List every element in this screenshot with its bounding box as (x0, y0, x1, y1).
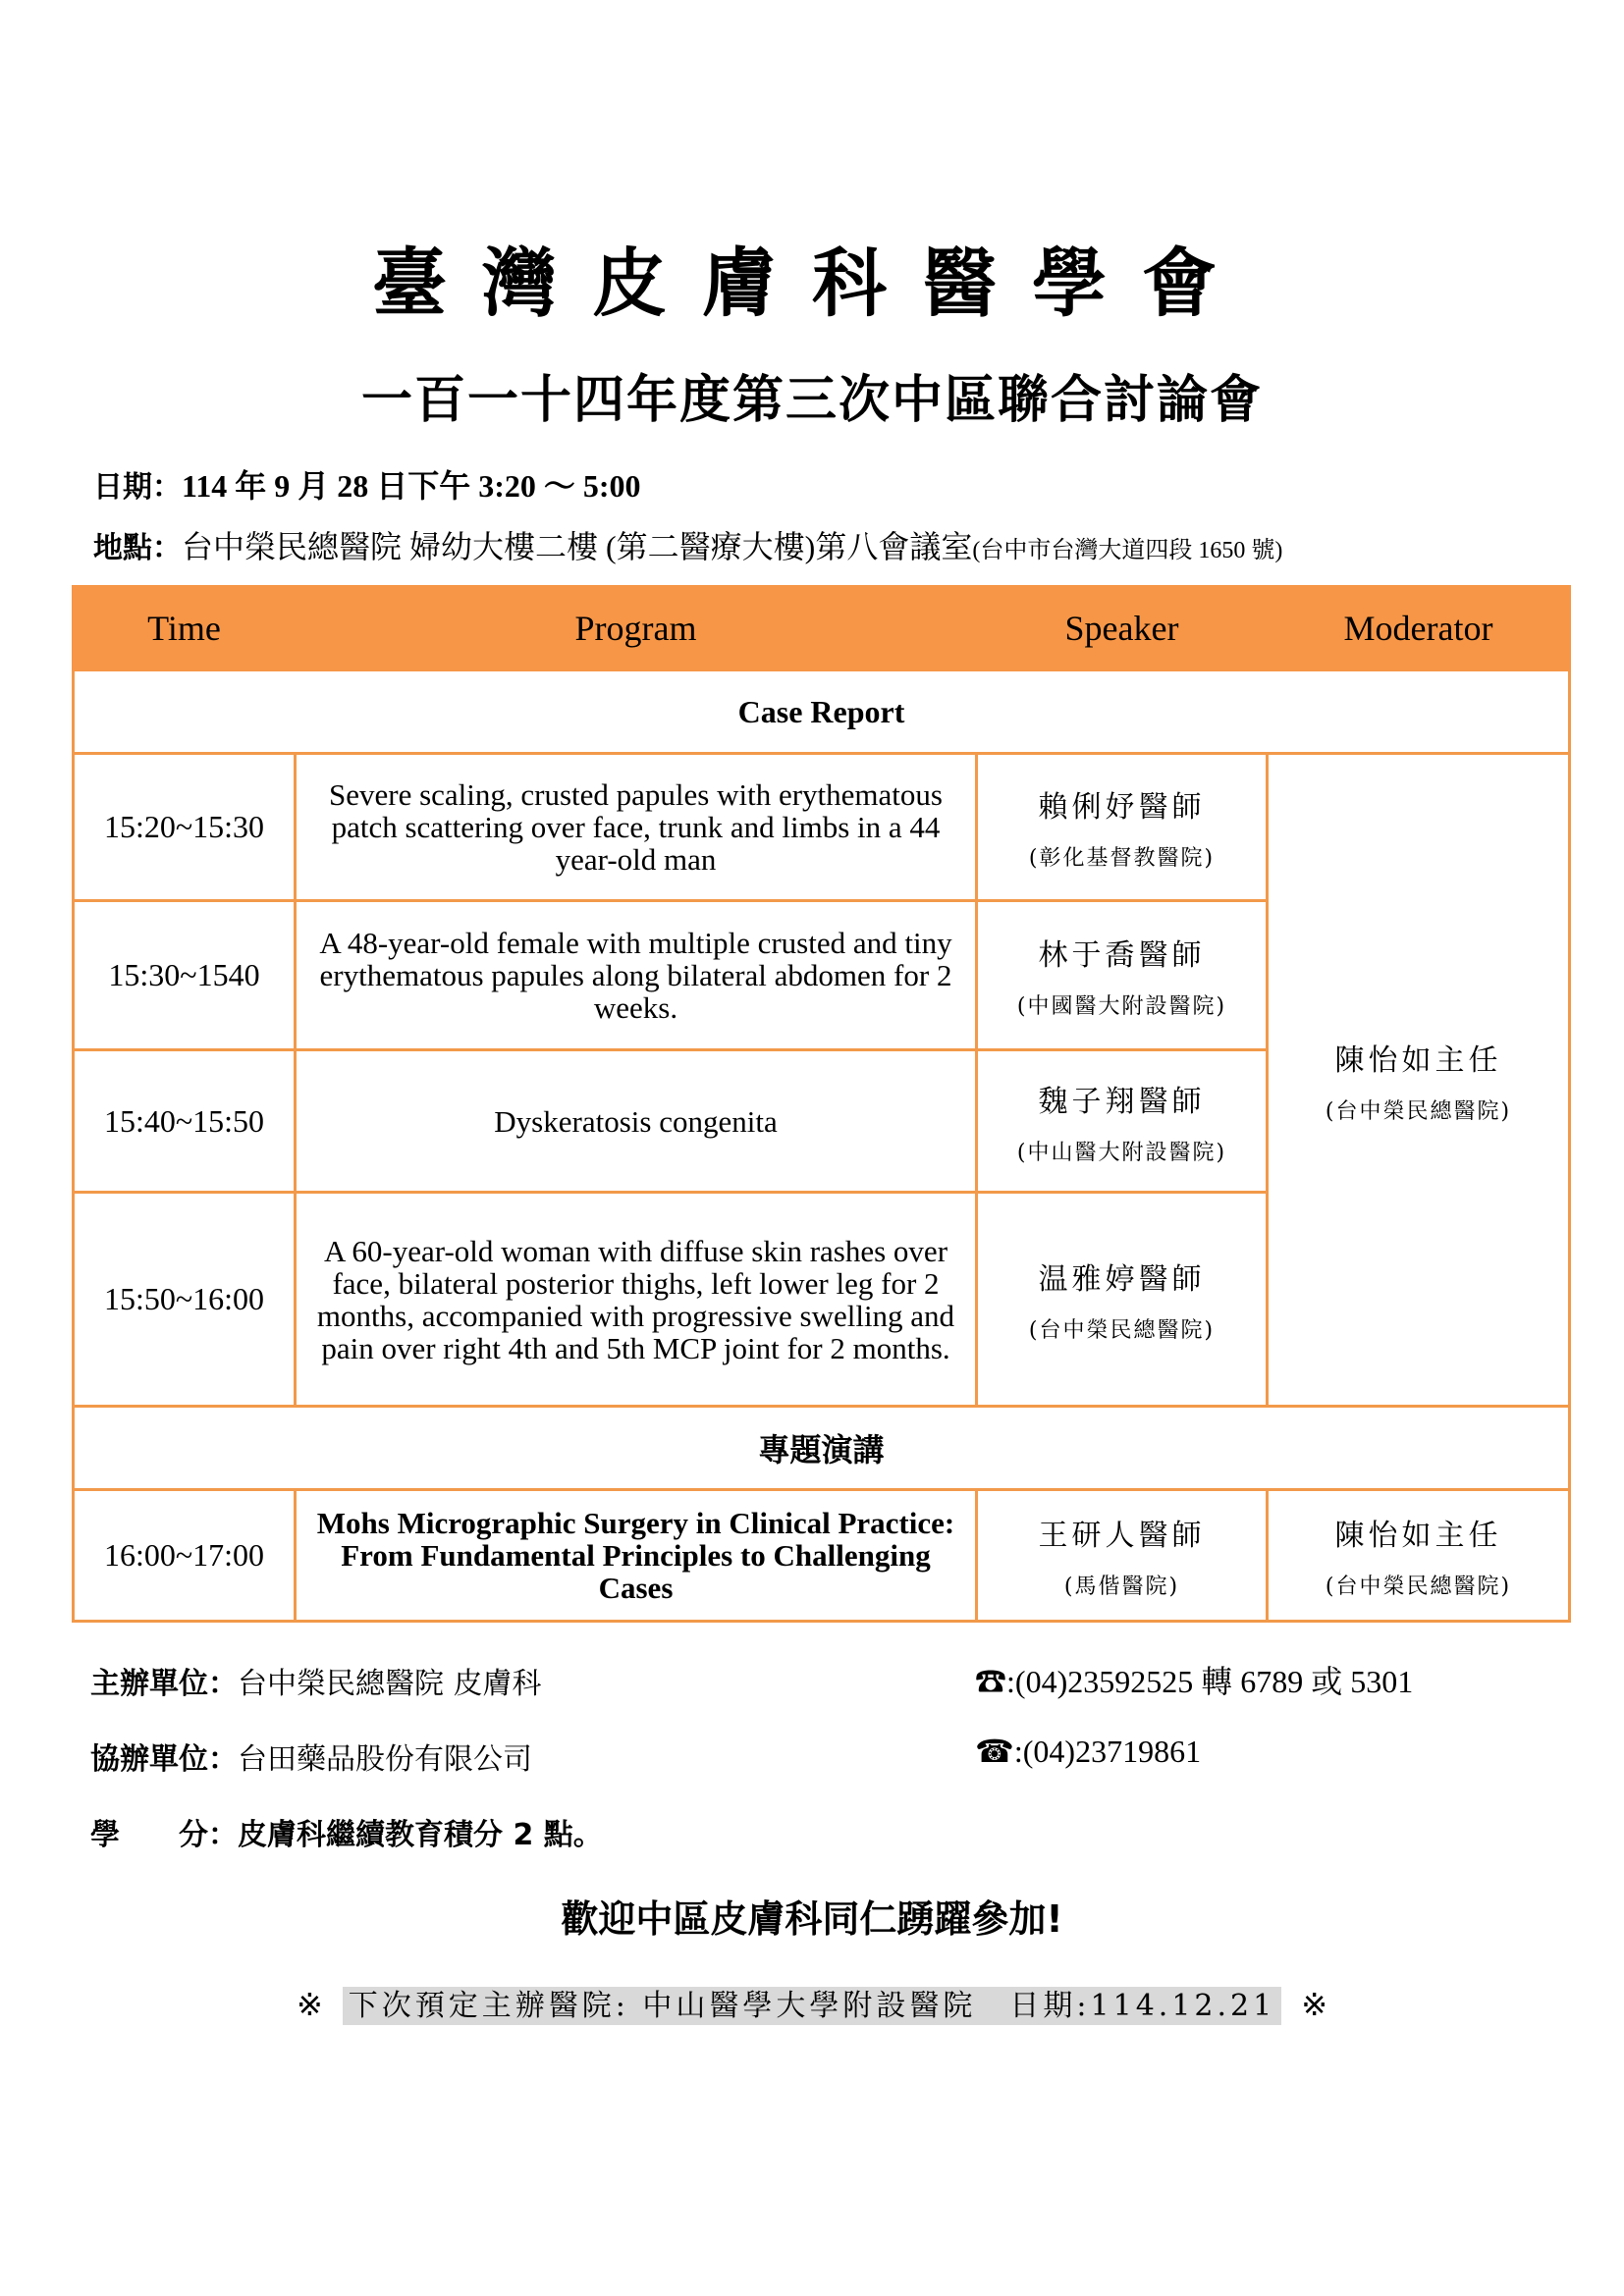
moderator-affiliation: (台中榮民總醫院) (1325, 1575, 1512, 1599)
col-program: Program (296, 587, 977, 670)
venue-address: (台中市台灣大道四段 1650 號) (972, 538, 1283, 563)
co-organizer-value: 台田藥品股份有限公司 (238, 1742, 532, 1777)
date-value: 114 年 9 月 28 日下午 3:20 ～ 5:00 (182, 468, 641, 504)
welcome-message: 歡迎中區皮膚科同仁踴躍參加! (561, 1897, 1063, 1941)
organizer-phone (975, 1657, 1413, 1702)
reference-mark-icon: ※ (296, 1987, 323, 2022)
row-moderator (1268, 1490, 1570, 1622)
next-host-info: 下次預定主辦醫院: 中山醫學大學附設醫院 日期:114.12.21 (343, 1987, 1281, 2025)
speaker-affiliation: (台中榮民總醫院) (1028, 1318, 1216, 1343)
credits (90, 1810, 603, 1853)
row-speaker (977, 754, 1268, 901)
co-organizer-phone (975, 1733, 1201, 1770)
organizer-value: 台中榮民總醫院 皮膚科 (238, 1667, 542, 1701)
row-program: A 48-year-old female with multiple crusted and tiny erythematous papules along bilateral abdomen for 2 weeks. (296, 901, 977, 1050)
co-organizer-phone-number: :(04)23719861 (1013, 1734, 1202, 1769)
speaker-affiliation: (彰化基督教醫院) (1028, 846, 1216, 871)
co-organizer-label: 協辦單位： (90, 1742, 238, 1777)
row-speaker (977, 1490, 1268, 1622)
program-table (72, 585, 1571, 1623)
row-program: Dyskeratosis congenita (296, 1050, 977, 1193)
venue-label: 地點： (93, 531, 182, 565)
section-case-report: Case Report (74, 670, 1570, 754)
moderator-name: 陳怡如主任 (1334, 1519, 1502, 1553)
moderator-affiliation: (台中榮民總醫院) (1325, 1098, 1512, 1124)
row-moderator (1268, 754, 1570, 1407)
organizer-label: 主辦單位： (90, 1667, 238, 1701)
event-date (93, 461, 641, 507)
row-program: A 60-year-old woman with diffuse skin rashes over face, bilateral posterior thighs, left lower leg for 2 months, accompanied with progressive swelling and pain over right 4th and 5th MCP joint for 2 months. (296, 1193, 977, 1407)
speaker-name: 賴俐妤醫師 (1038, 790, 1206, 825)
row-speaker (977, 1193, 1268, 1407)
next-meeting (0, 1981, 1624, 2024)
table-row (74, 754, 1570, 901)
col-time: Time (74, 587, 296, 670)
speaker-affiliation: (中國醫大附設醫院) (1016, 994, 1227, 1019)
speaker-affiliation: (馬偕醫院) (1063, 1575, 1180, 1599)
col-speaker: Speaker (977, 587, 1268, 670)
table-header-row (74, 587, 1570, 670)
row-time: 16:00~17:00 (74, 1490, 296, 1622)
speaker-name: 魏子翔醫師 (1038, 1084, 1206, 1119)
row-program: Mohs Micrographic Surgery in Clinical Practice: From Fundamental Principles to Challenging Cases (296, 1490, 977, 1622)
speaker-affiliation: (中山醫大附設醫院) (1016, 1140, 1227, 1165)
co-organizer (90, 1735, 532, 1778)
society-title: 臺灣皮膚科醫學會 (372, 240, 1252, 327)
moderator-name: 陳怡如主任 (1334, 1042, 1502, 1078)
organizer (90, 1659, 542, 1702)
row-time: 15:40~15:50 (74, 1050, 296, 1193)
speaker-name: 林于喬醫師 (1038, 938, 1206, 973)
credit-value: 皮膚科繼續教育積分 2 點。 (238, 1818, 603, 1852)
event-venue (93, 522, 1282, 567)
table-row (74, 1490, 1570, 1622)
row-time: 15:30~1540 (74, 901, 296, 1050)
row-speaker (977, 901, 1268, 1050)
speaker-name: 王研人醫師 (1038, 1519, 1206, 1553)
col-moderator: Moderator (1268, 587, 1570, 670)
event-title: 一百一十四年度第三次中區聯合討論會 (360, 371, 1263, 430)
organizer-phone-number: :(04)23592525 轉 6789 或 5301 (1006, 1664, 1414, 1699)
venue-value: 台中榮民總醫院 婦幼大樓二樓 (第二醫療大樓)第八會議室 (182, 529, 973, 564)
reference-mark-icon: ※ (1301, 1987, 1328, 2022)
row-speaker (977, 1050, 1268, 1193)
row-program: Severe scaling, crusted papules with erythematous patch scattering over face, trunk and limbs in a 44 year-old man (296, 754, 977, 901)
credit-label: 學 分： (90, 1818, 238, 1852)
row-time: 15:50~16:00 (74, 1193, 296, 1407)
date-label: 日期： (93, 470, 182, 505)
section-keynote: 專題演講 (74, 1407, 1570, 1490)
speaker-name: 温雅婷醫師 (1038, 1262, 1206, 1297)
row-time: 15:20~15:30 (74, 754, 296, 901)
phone-icon: ☎ (975, 1664, 1007, 1699)
phone-icon: ☎ (975, 1734, 1014, 1769)
